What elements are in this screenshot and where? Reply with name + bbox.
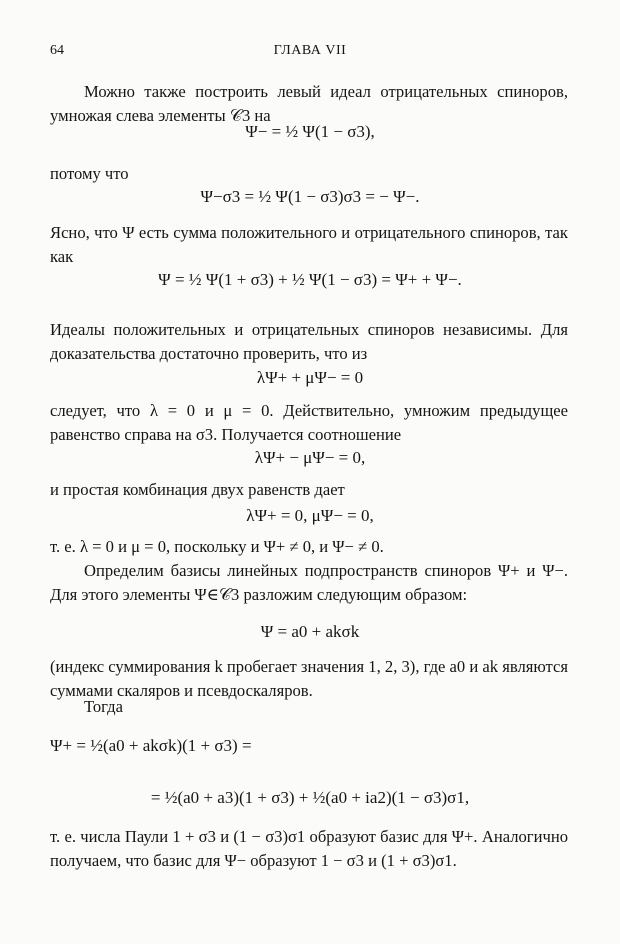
paragraph-11: т. е. числа Паули 1 + σ3 и (1 − σ3)σ1 образуют базис для Ψ+. Аналогично получаем, что базис для Ψ− образуют 1 − σ3 и (1 + σ3)σ1. — [50, 827, 568, 871]
equation-3: Ψ = ½ Ψ(1 + σ3) + ½ Ψ(1 − σ3) = Ψ+ + Ψ−. — [158, 270, 462, 289]
paragraph-3: Ясно, что Ψ есть сумма положительного и отрицательного спиноров, так как — [50, 223, 568, 267]
paragraph-7: т. е. λ = 0 и μ = 0, поскольку и Ψ+ ≠ 0, и Ψ− ≠ 0. — [50, 537, 384, 556]
paragraph-8: Определим базисы линейных подпространств спиноров Ψ+ и Ψ−. Для этого элементы Ψ∈𝒞3 разложим следующим образом: — [50, 561, 568, 605]
paragraph-2: потому что — [50, 164, 129, 183]
paragraph-10: Тогда — [84, 697, 123, 716]
running-head: ГЛАВА VII — [273, 43, 347, 58]
equation-9: = ½(a0 + a3)(1 + σ3) + ½(a0 + ia2)(1 − σ3)σ1, — [150, 788, 470, 807]
equation-4: λΨ+ + μΨ− = 0 — [256, 368, 364, 387]
equation-7: Ψ = a0 + akσk — [260, 622, 360, 641]
equation-2: Ψ−σ3 = ½ Ψ(1 − σ3)σ3 = − Ψ−. — [200, 187, 420, 206]
equation-6: λΨ+ = 0, μΨ− = 0, — [246, 506, 374, 525]
paragraph-1: Можно также построить левый идеал отрицательных спиноров, умножая слева элементы 𝒞3 на — [50, 82, 568, 126]
paragraph-4: Идеалы положительных и отрицательных спиноров независимы. Для доказательства достаточно проверить, что из — [50, 320, 568, 364]
equation-1: Ψ− = ½ Ψ(1 − σ3), — [245, 122, 375, 141]
equation-5: λΨ+ − μΨ− = 0, — [254, 448, 366, 467]
paragraph-6: и простая комбинация двух равенств дает — [50, 480, 345, 499]
page-number: 64 — [50, 43, 64, 58]
paragraph-9: (индекс суммирования k пробегает значения 1, 2, 3), где a0 и ak являются суммами скаляров и псевдоскаляров. — [50, 657, 568, 701]
paragraph-5: следует, что λ = 0 и μ = 0. Действительно, умножим предыдущее равенство справа на σ3. Получается соотношение — [50, 401, 568, 445]
equation-8: Ψ+ = ½(a0 + akσk)(1 + σ3) = — [50, 736, 252, 755]
